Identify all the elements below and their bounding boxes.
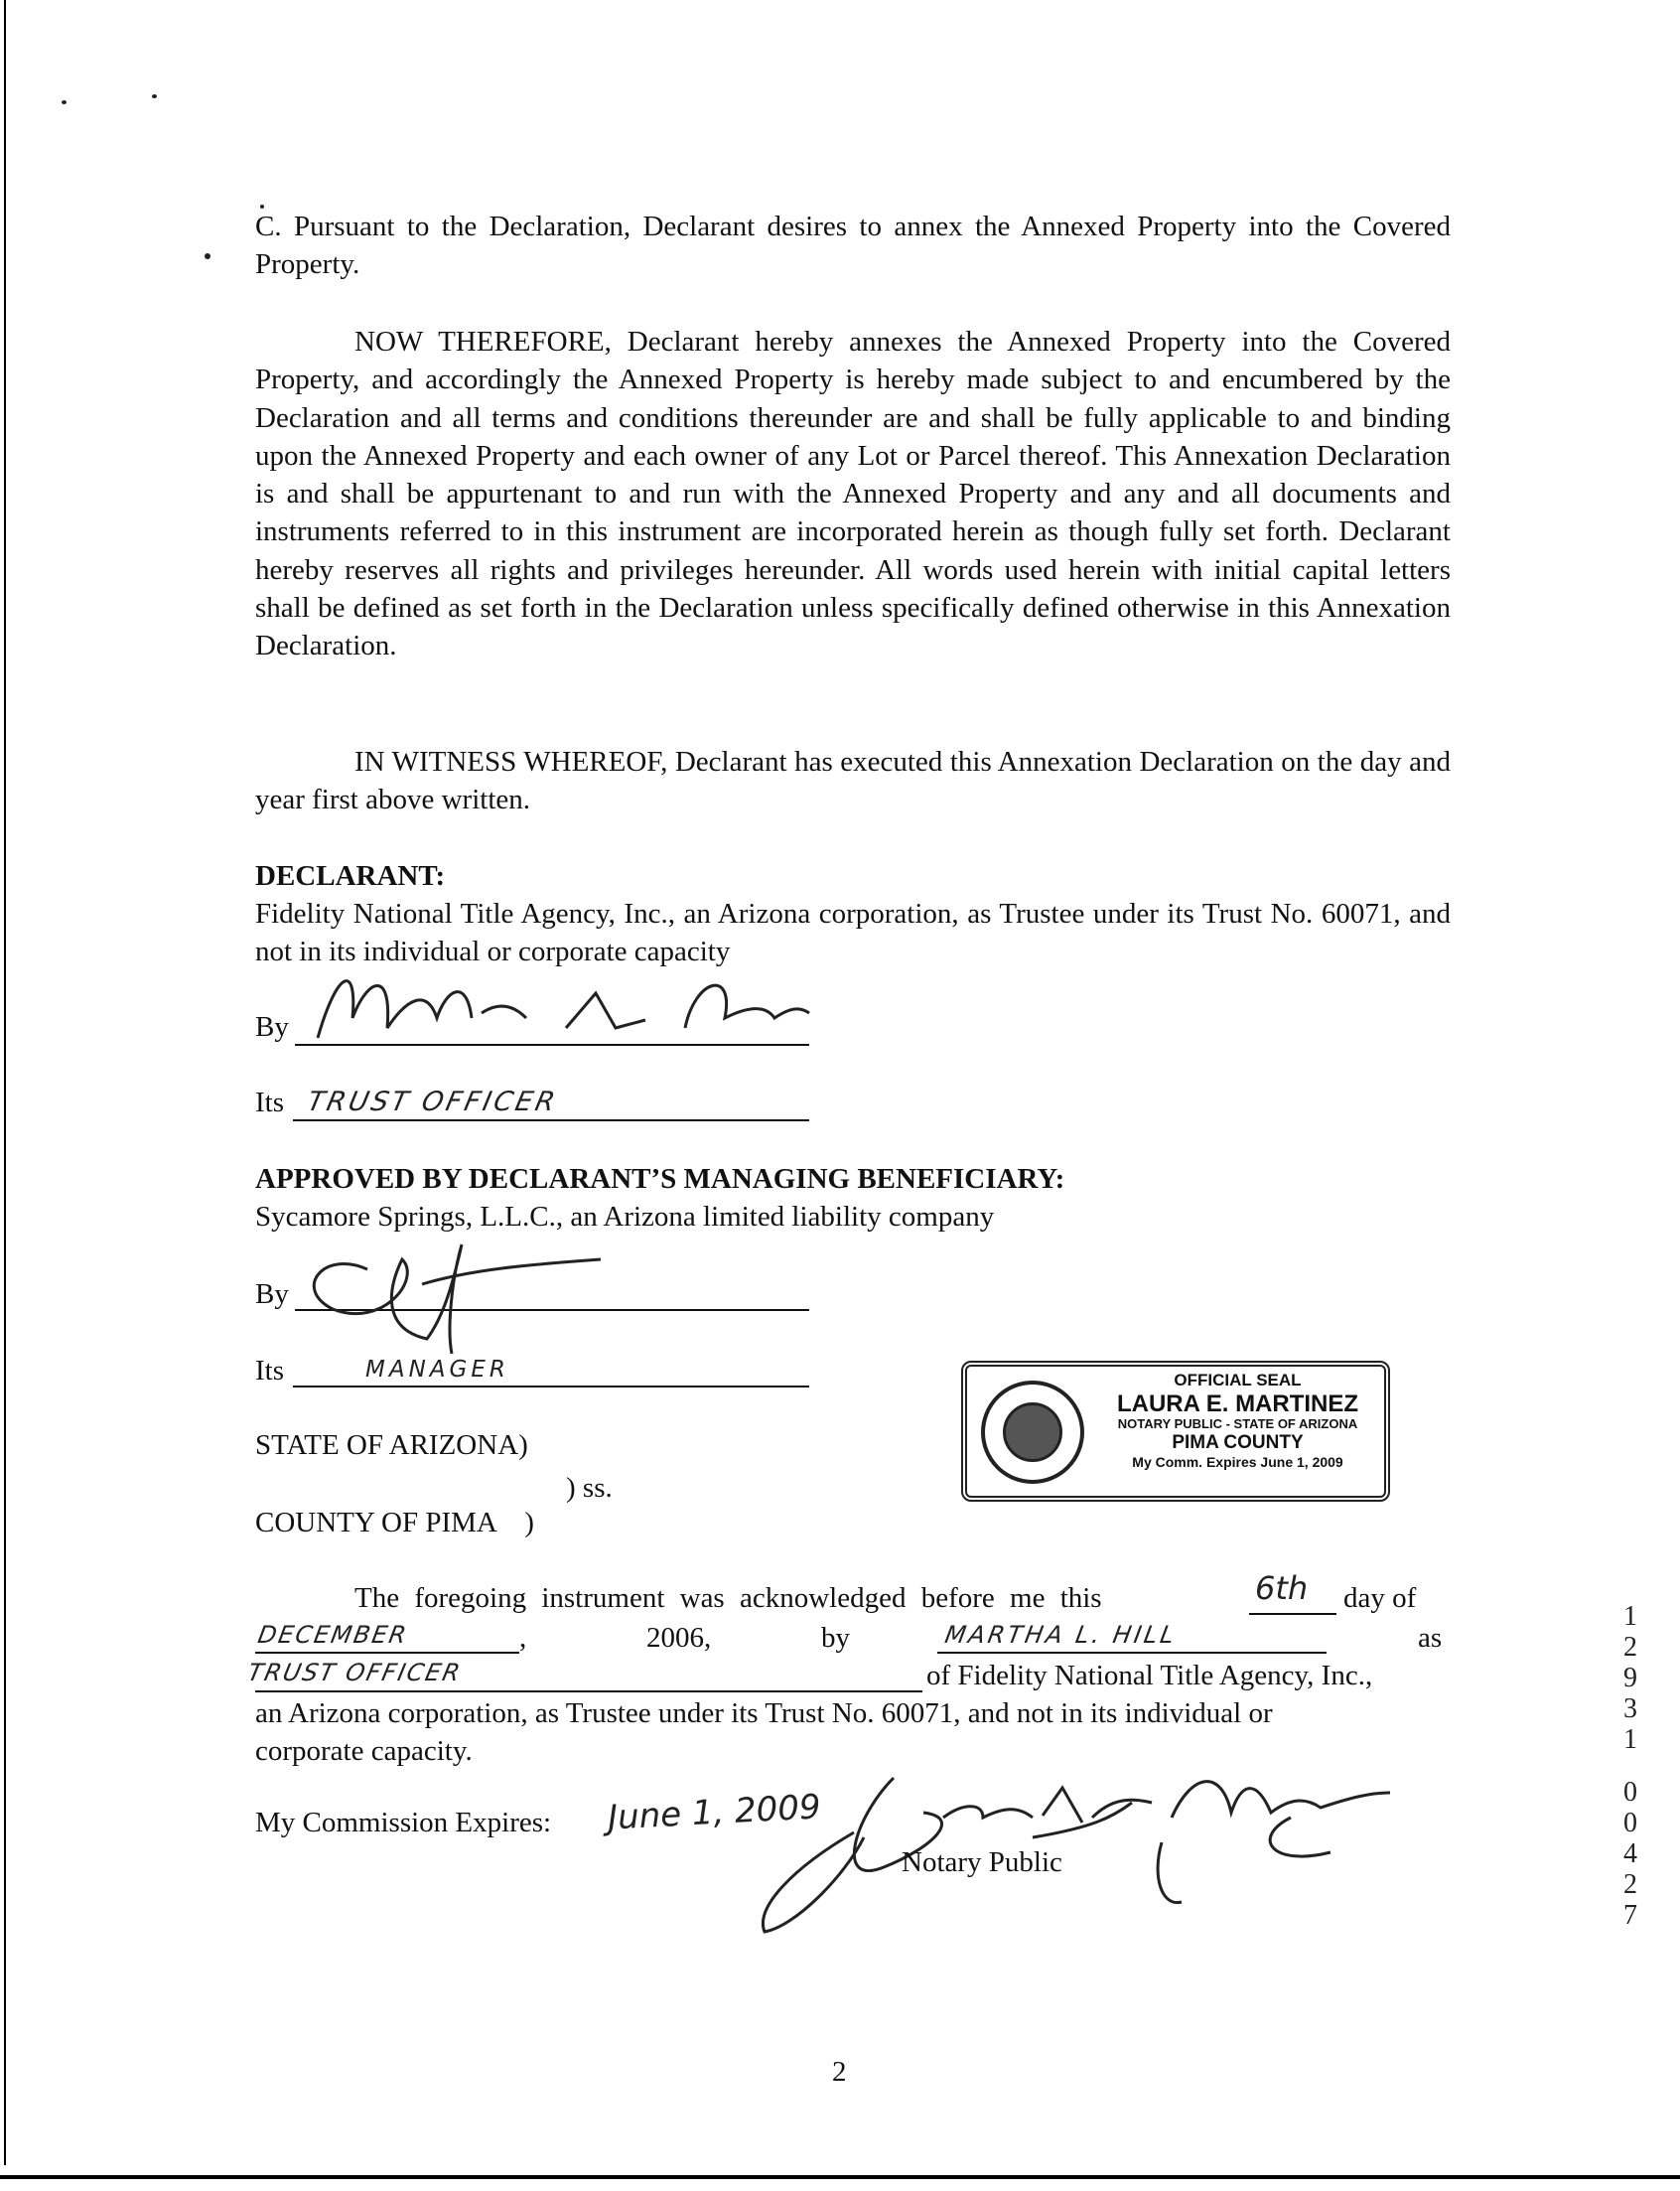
ack-month-handwritten: DECEMBER <box>255 1621 411 1649</box>
seal-line-1: OFFICIAL SEAL <box>1174 1371 1302 1389</box>
declarant-its-line <box>293 1119 809 1121</box>
declarant-by-label: By <box>255 1011 289 1043</box>
approved-heading: APPROVED BY DECLARANT’S MANAGING BENEFICIARY: <box>255 1163 1065 1195</box>
state-line: STATE OF ARIZONA) <box>255 1429 528 1461</box>
paragraph-in-witness: IN WITNESS WHEREOF, Declarant has executed this Annexation Declaration on the day and year first above written. <box>255 746 1451 816</box>
ack-line-1-a: The foregoing instrument was acknowledged before me this <box>354 1582 1102 1614</box>
declarant-signature <box>298 958 814 1053</box>
page-number: 2 <box>832 2056 847 2088</box>
ack-line-2-as: as <box>1418 1622 1443 1654</box>
declarant-its-handwritten: TRUST OFFICER <box>304 1087 561 1117</box>
seal-line-3: NOTARY PUBLIC - STATE OF ARIZONA <box>1117 1416 1358 1432</box>
arizona-state-seal-icon <box>981 1381 1084 1484</box>
paragraph-c: C. Pursuant to the Declaration, Declarant desires to annex the Annexed Property into the Covered Property. <box>255 211 1451 281</box>
ack-line-5: corporate capacity. <box>255 1735 473 1767</box>
side-recording-number: 1 2 9 3 1 0 0 4 2 7 <box>1623 1601 1637 1931</box>
notary-seal <box>961 1361 1390 1502</box>
beneficiary-its-handwritten: MANAGER <box>365 1357 509 1383</box>
ack-name-line <box>937 1652 1327 1654</box>
seal-line-5: My Comm. Expires June 1, 2009 <box>1132 1453 1343 1470</box>
declarant-its-label: Its <box>255 1087 284 1118</box>
ack-line-1-b: day of <box>1343 1582 1417 1614</box>
ack-title-handwritten: TRUST OFFICER <box>245 1659 465 1686</box>
notary-public-label: Notary Public <box>902 1846 1062 1878</box>
seal-line-4: PIMA COUNTY <box>1172 1432 1304 1454</box>
ack-name-handwritten: MARTHA L. HILL <box>942 1621 1180 1649</box>
scan-edge-bottom <box>0 2175 1680 2179</box>
ack-month-line <box>255 1652 519 1654</box>
ack-day-handwritten: 6th <box>1255 1569 1309 1607</box>
notary-signature <box>735 1758 1400 1937</box>
declarant-heading: DECLARANT: <box>255 860 446 892</box>
commission-date-handwritten: June 1, 2009 <box>607 1787 822 1838</box>
scan-speck <box>205 253 210 259</box>
ack-title-line <box>255 1690 922 1692</box>
seal-line-2: LAURA E. MARTINEZ <box>1116 1389 1359 1417</box>
ss-line: ) ss. <box>566 1472 613 1504</box>
ack-line-4: an Arizona corporation, as Trustee under its Trust No. 60071, and not in its individual or <box>255 1697 1273 1729</box>
commission-label: My Commission Expires: <box>255 1807 552 1838</box>
ack-line-2-comma: , <box>519 1622 527 1654</box>
ack-line-2-by: by <box>821 1622 850 1654</box>
ack-line-2-year: 2006, <box>646 1622 712 1654</box>
scan-edge-left <box>4 0 6 2165</box>
scan-speck <box>152 94 157 98</box>
beneficiary-by-label: By <box>255 1278 289 1310</box>
beneficiary-signature <box>293 1240 611 1359</box>
county-line: COUNTY OF PIMA ) <box>255 1507 534 1538</box>
ack-line-3-b: of Fidelity National Title Agency, Inc., <box>926 1660 1373 1691</box>
paragraph-now-therefore: NOW THEREFORE, Declarant hereby annexes the Annexed Property into the Covered Property, and accordingly the Annexed Property is hereby made subject to and encumbered by the Declaration and all terms and conditions thereunder are and shall be fully applicable to and binding upon the Annexed Property and each owner of any Lot or Parcel thereof. This Annexation Declaration is and shall be appurtenant to and run with the Annexed Property and any and all documents and instruments referred to in this instrument are incorporated herein as though fully set forth. Declarant hereby reserves all rights and privileges hereunder. All words used herein with initial capital letters shall be defined as set forth in the Declaration unless specifically defined otherwise in this Annexation Declaration. <box>255 326 1451 662</box>
approved-text: Sycamore Springs, L.L.C., an Arizona limited liability company <box>255 1201 995 1233</box>
declarant-text: Fidelity National Title Agency, Inc., an Arizona corporation, as Trustee under its Trust No. 60071, and not in its individual or corporate capacity <box>255 898 1451 968</box>
ack-day-line <box>1249 1613 1336 1615</box>
beneficiary-its-label: Its <box>255 1355 284 1387</box>
beneficiary-its-line <box>293 1386 809 1388</box>
scan-speck <box>62 100 67 104</box>
